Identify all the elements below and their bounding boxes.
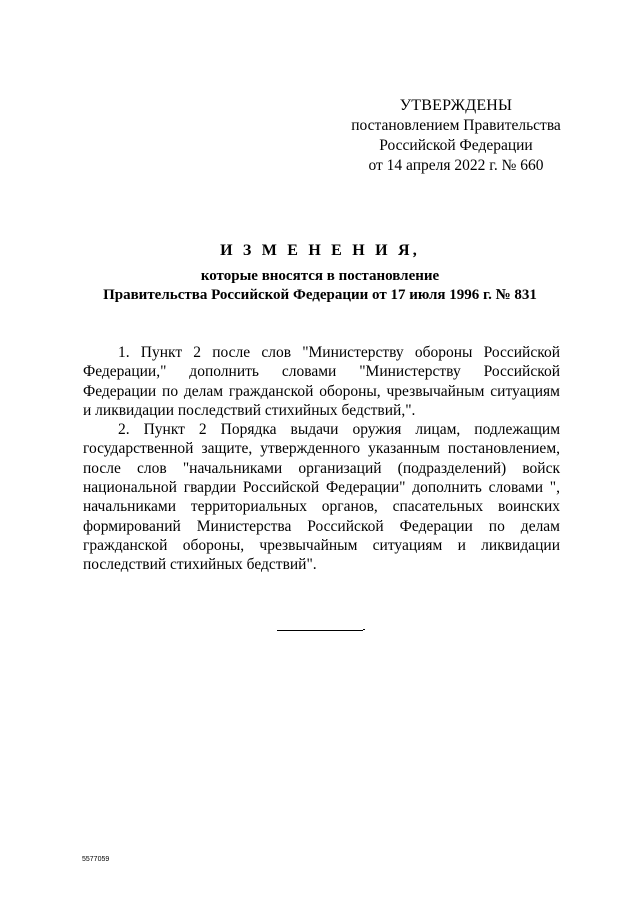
document-title: И З М Е Н Е Н И Я, — [220, 242, 420, 259]
paragraph-2: 2. Пункт 2 Порядка выдачи оружия лицам, подлежащим государственной защите, утвержденного указанным постановлением, после слов "начальниками организаций (подразделений) войск национальной гвардии Российской Федерации" дополнить словами ", начальниками территориальных органов, спасательных воинских формирований Министерства Российской Федерации по делам гражданской обороны, чрезвычайным ситуациям и ликвидации последствий стихийных бедствий". — [83, 421, 560, 574]
approval-status: УТВЕРЖДЕНЫ — [399, 97, 513, 114]
document-number: 5577059 — [82, 856, 110, 863]
paragraph-1: 1. Пункт 2 после слов "Министерству обороны Российской Федерации," дополнить словами "Министерству Российской Федерации по делам гражданской обороны, чрезвычайным ситуациям и ликвидации последствий стихийных бедствий,". — [83, 344, 560, 419]
closing-rule-mark — [363, 629, 365, 630]
document-subtitle-line2: Правительства Российской Федерации от 17 июля 1996 г. № 831 — [103, 287, 537, 303]
document-body — [83, 343, 560, 575]
closing-rule — [277, 630, 363, 631]
approval-block — [340, 96, 572, 176]
document-subtitle-line1: которые вносятся в постановление — [200, 268, 440, 284]
approval-government: Российской Федерации — [379, 137, 533, 154]
approval-authority: постановлением Правительства — [351, 117, 561, 134]
approval-date-number: от 14 апреля 2022 г. № 660 — [368, 157, 544, 174]
